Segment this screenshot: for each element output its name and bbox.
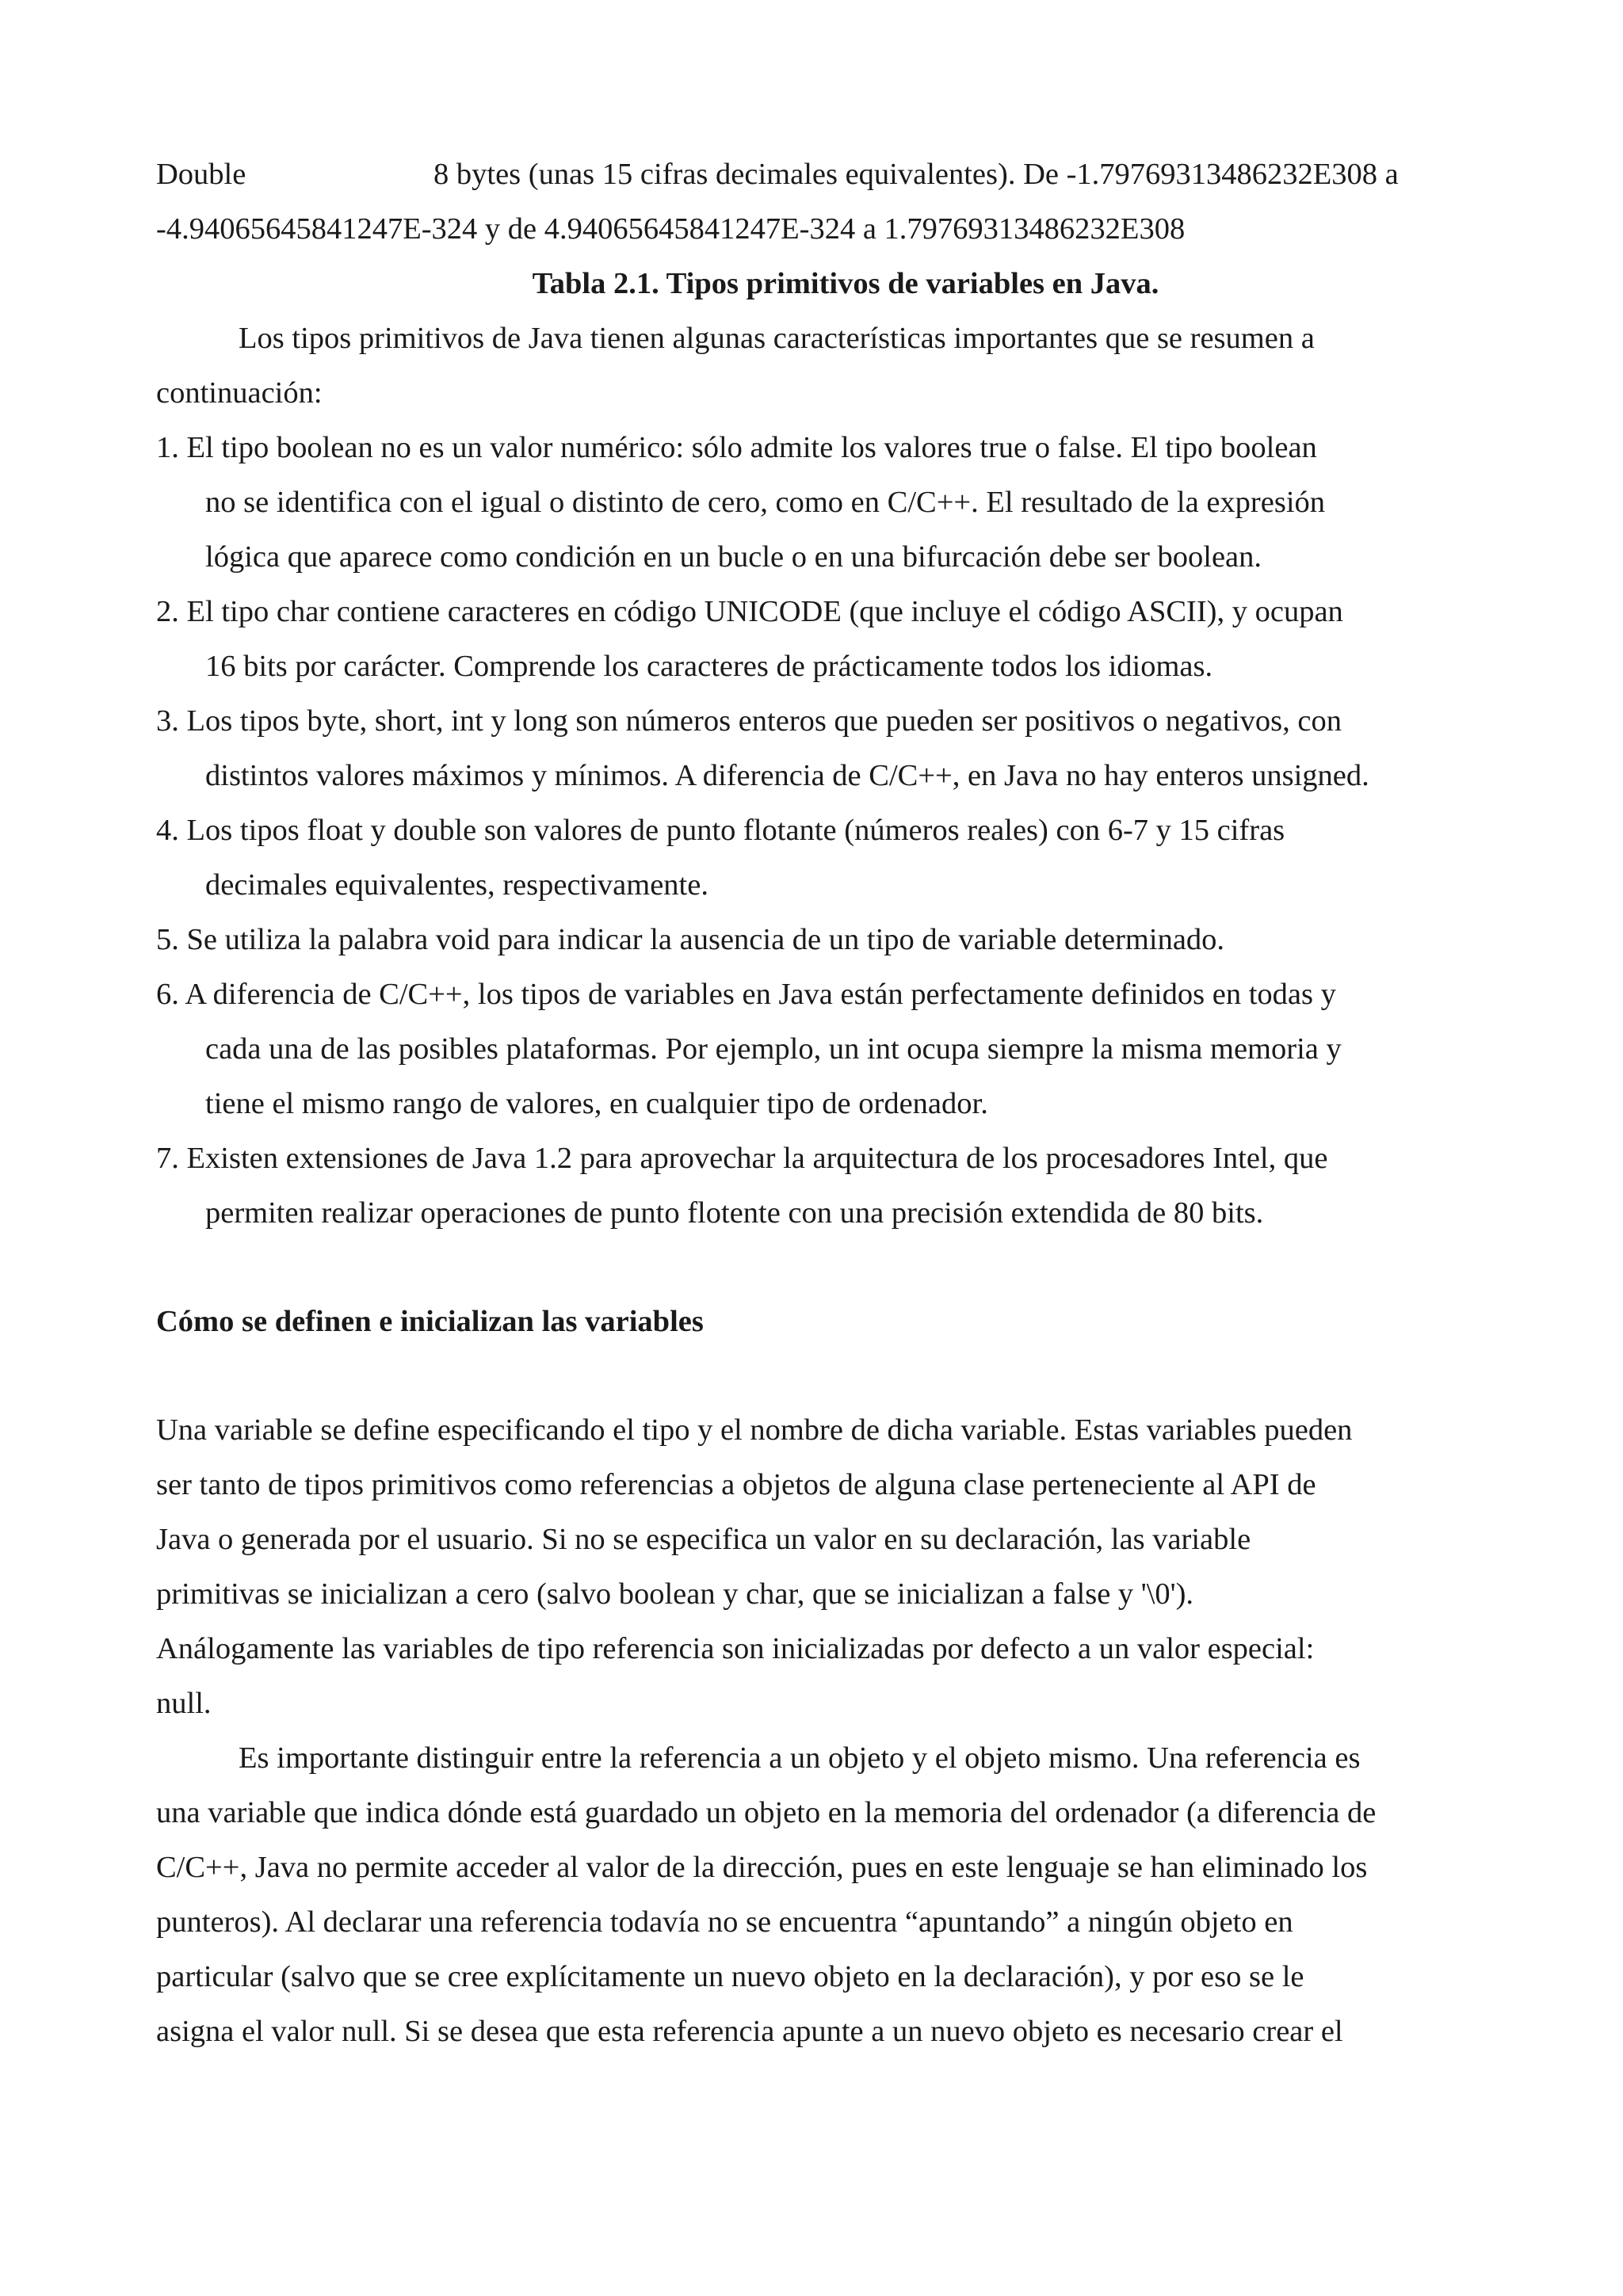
document-page [156, 147, 1487, 2059]
list-item-continuation: no se identifica con el igual o distinto de cero, como en C/C++. El resultado de la expresión [205, 486, 1326, 519]
list-item-continuation: 16 bits por carácter. Comprende los caracteres de prácticamente todos los idiomas. [205, 650, 1213, 683]
paragraph-2 [156, 1731, 1487, 2059]
paragraph-line: particular (salvo que se cree explícitamente un nuevo objeto en la declaración), y por eso se le [156, 1960, 1304, 1993]
list-item-continuation: decimales equivalentes, respectivamente. [205, 868, 708, 902]
list-item [156, 1131, 1487, 1241]
list-item-continuation: cada una de las posibles plataformas. Por ejemplo, un int ocupa siempre la misma memoria y [205, 1032, 1342, 1066]
paragraph-line: primitivas se inicializan a cero (salvo boolean y char, que se inicializan a false y '\0'). [156, 1577, 1194, 1611]
paragraph-line: null. [156, 1687, 212, 1720]
features-list [156, 421, 1487, 1241]
paragraph-line: ser tanto de tipos primitivos como referencias a objetos de alguna clase perteneciente al API de [156, 1468, 1316, 1501]
list-item-text: 7. Existen extensiones de Java 1.2 para aprovechar la arquitectura de los procesadores Intel, que [156, 1142, 1328, 1175]
intro-line-2: continuación: [156, 376, 323, 410]
table-caption: Tabla 2.1. Tipos primitivos de variables en Java. [532, 267, 1159, 300]
list-item-text: 2. El tipo char contiene caracteres en código UNICODE (que incluye el código ASCII), y ocupan [156, 595, 1343, 628]
list-item [156, 967, 1487, 1131]
list-item-continuation: distintos valores máximos y mínimos. A diferencia de C/C++, en Java no hay enteros unsigned. [205, 759, 1369, 792]
list-item-text: 5. Se utiliza la palabra void para indicar la ausencia de un tipo de variable determinado. [156, 923, 1225, 956]
paragraph-line: Es importante distinguir entre la referencia a un objeto y el objeto mismo. Una referencia es [239, 1741, 1361, 1775]
table-row-double [156, 147, 1487, 202]
paragraph-1 [156, 1403, 1487, 1731]
list-item-continuation: tiene el mismo rango de valores, en cualquier tipo de ordenador. [205, 1087, 988, 1120]
section-heading: Cómo se definen e inicializan las variables [156, 1305, 704, 1338]
paragraph-line: asigna el valor null. Si se desea que esta referencia apunte a un nuevo objeto es necesario crear el [156, 2015, 1343, 2048]
paragraph-line: Análogamente las variables de tipo referencia son inicializadas por defecto a un valor especial: [156, 1632, 1315, 1665]
list-item-text: 4. Los tipos float y double son valores de punto flotante (números reales) con 6-7 y 15 cifras [156, 814, 1285, 847]
list-item-text: 3. Los tipos byte, short, int y long son números enteros que pueden ser positivos o negativos, con [156, 704, 1342, 738]
paragraph-line: una variable que indica dónde está guardado un objeto en la memoria del ordenador (a diferencia de [156, 1796, 1377, 1829]
paragraph-line: punteros). Al declarar una referencia todavía no se encuentra “apuntando” a ningún objeto en [156, 1905, 1293, 1939]
paragraph-line: Java o generada por el usuario. Si no se especifica un valor en su declaración, las variable [156, 1523, 1251, 1556]
intro-line-1: Los tipos primitivos de Java tienen algunas características importantes que se resumen a [239, 322, 1315, 355]
paragraph-line: Una variable se define especificando el tipo y el nombre de dicha variable. Estas variables pueden [156, 1413, 1353, 1447]
list-item-continuation: permiten realizar operaciones de punto flotente con una precisión extendida de 80 bits. [205, 1196, 1264, 1230]
list-item [156, 694, 1487, 803]
type-name-cell: Double [156, 158, 246, 191]
list-item-text: 6. A diferencia de C/C++, los tipos de variables en Java están perfectamente definidos en todas y [156, 978, 1336, 1011]
type-desc-continuation: -4.94065645841247E-324 y de 4.94065645841247E-324 a 1.79769313486232E308 [156, 212, 1186, 246]
list-item [156, 803, 1487, 913]
type-desc-cell: 8 bytes (unas 15 cifras decimales equivalentes). De -1.79769313486232E308 a [433, 158, 1399, 191]
list-item [156, 585, 1487, 694]
list-item [156, 421, 1487, 585]
list-item [156, 913, 1487, 967]
list-item-text: 1. El tipo boolean no es un valor numérico: sólo admite los valores true o false. El tipo boolean [156, 431, 1317, 464]
paragraph-line: C/C++, Java no permite acceder al valor de la dirección, pues en este lenguaje se han eliminado los [156, 1851, 1368, 1884]
list-item-continuation: lógica que aparece como condición en un bucle o en una bifurcación debe ser boolean. [205, 540, 1262, 574]
